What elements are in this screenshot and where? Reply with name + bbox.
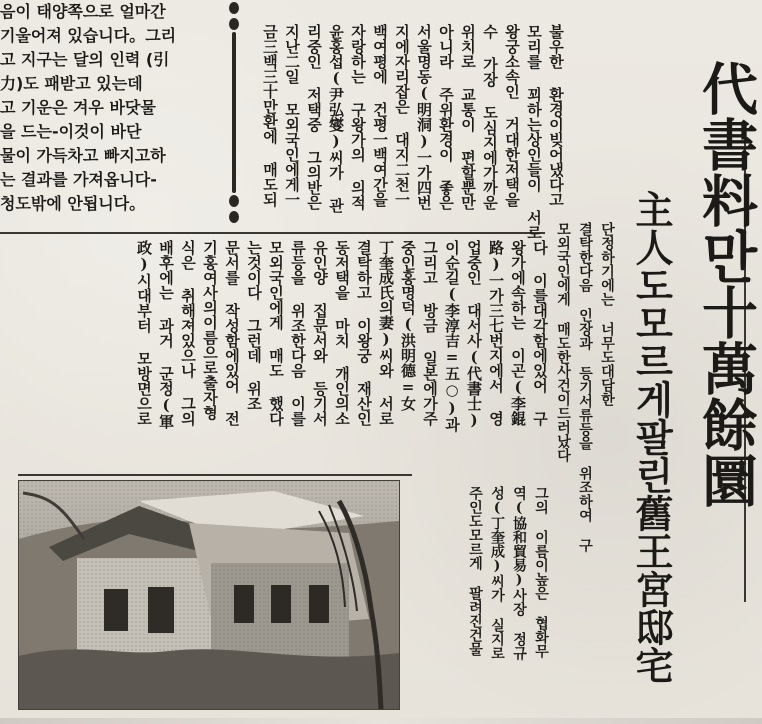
article-column: 이순길(李淳吉=五○)과: [443, 240, 461, 432]
article-column: 중인홍명덕(洪明德=女: [399, 240, 417, 411]
article-column: 결탁하고 이왕궁 재산인: [355, 240, 373, 426]
article-column: 금三백三十만환에 매도되: [261, 24, 279, 207]
snippet-line: 고 지구는 달의 인력 (引: [0, 50, 170, 69]
article-column: 유인양 집문서와 등기서: [311, 240, 329, 426]
article-column: 기홍여사의이름으로출자형: [201, 240, 219, 420]
article-column: 모외국인에게 매도한사건이드러났다: [555, 222, 571, 462]
section-divider-top: [0, 232, 545, 234]
article-column: 주인도모르게 팔려진건물: [467, 486, 483, 656]
article-column: 왕궁소속인 거대한저택을: [503, 24, 521, 207]
article-column: 결탁한다음 인장과 등기서류등을 위조하여 구: [577, 222, 593, 552]
article-column: 문서를 작성함에있어 전: [223, 240, 241, 426]
article-column: 자랑하는 구왕가의 의적: [349, 24, 367, 210]
snippet-line: 음이 태양쪽으로 얼마간: [0, 2, 166, 21]
article-column: 모외국인에게 매도 했다: [267, 240, 285, 426]
article-column: 류등을 위조한다음 이를: [289, 240, 307, 426]
article-column: 업중인 대서사(代書士): [465, 240, 483, 429]
article-column: 政)시대부터 모방면으로: [135, 240, 153, 426]
article-column: 丁奎成氏의妻)씨와 서로: [377, 240, 395, 426]
article-column: 路)一가三七번지에서 영: [487, 240, 505, 426]
top-left-snippet: [0, 0, 230, 215]
snippet-line: 청도밖에 안됩니다。: [0, 194, 146, 213]
snippet-line: 기울어져 있습니다。그리: [0, 26, 177, 45]
article-column: 모리를 꾀하는상인들이 서로: [525, 24, 543, 240]
snippet-line: 물이 가득차고 빠지고하: [0, 146, 166, 165]
page-edge: [0, 718, 762, 724]
article-column: 지난二일 모외국인에게一: [283, 24, 301, 207]
article-column: 위치로 교통이 편할뿐만: [459, 24, 477, 210]
article-column: 단정하기에는 너무도대담한: [599, 222, 615, 406]
article-column: 동저택을 마치 개인의소: [333, 240, 351, 426]
article-column: 는것이다 그런데 위조: [245, 240, 263, 411]
article-column: 그리고 방금 일본에가주: [421, 240, 439, 426]
article-column: 리중인 저택중 그의반은: [305, 24, 323, 210]
article-column: 식은 취해져있으나 그의: [179, 240, 197, 426]
headline-sub: 主人도모르게팔린舊王宮邸宅: [629, 190, 674, 684]
decorative-divider: [226, 0, 242, 225]
headline-main: 代書料만十萬餘圜: [693, 60, 759, 508]
article-column: 배후에는 과거 군정(軍: [157, 240, 175, 429]
article-column: 서울명동(明洞)一가四번: [415, 24, 433, 210]
article-column: 그의 이름이높은 협화무: [533, 486, 549, 658]
snippet-line: 는 결과를 가져옵니다-: [0, 170, 157, 189]
article-column: 아니라 주위환경이 좋은: [437, 24, 455, 210]
article-column: 다 이를대각함에있어 구: [531, 240, 549, 426]
article-column: 성(丁奎成)씨가 실지로: [489, 486, 505, 660]
article-column: 왕가에속하는 이곤(李錕: [509, 240, 527, 426]
article-column: 역(協和貿易)사장 정규: [511, 486, 527, 660]
article-column: 불우한 환경이빚어냈다고: [547, 24, 565, 207]
building-photo: [18, 480, 400, 710]
snippet-line: 을 드는-이것이 바단: [0, 122, 142, 141]
article-column: 수 가장 도심지에가까운: [481, 24, 499, 210]
article-column: 지에자리잡은 대지二천一: [393, 24, 411, 207]
snippet-line: 고 기운은 겨우 바닷물: [0, 98, 156, 117]
article-column: 백여평에 건평一백여간을: [371, 24, 389, 207]
section-divider-middle: [18, 474, 412, 476]
article-column: 윤홍섭(尹弘燮)씨가 관: [327, 24, 345, 213]
snippet-line: 力)도 패받고 있는데: [0, 74, 143, 93]
